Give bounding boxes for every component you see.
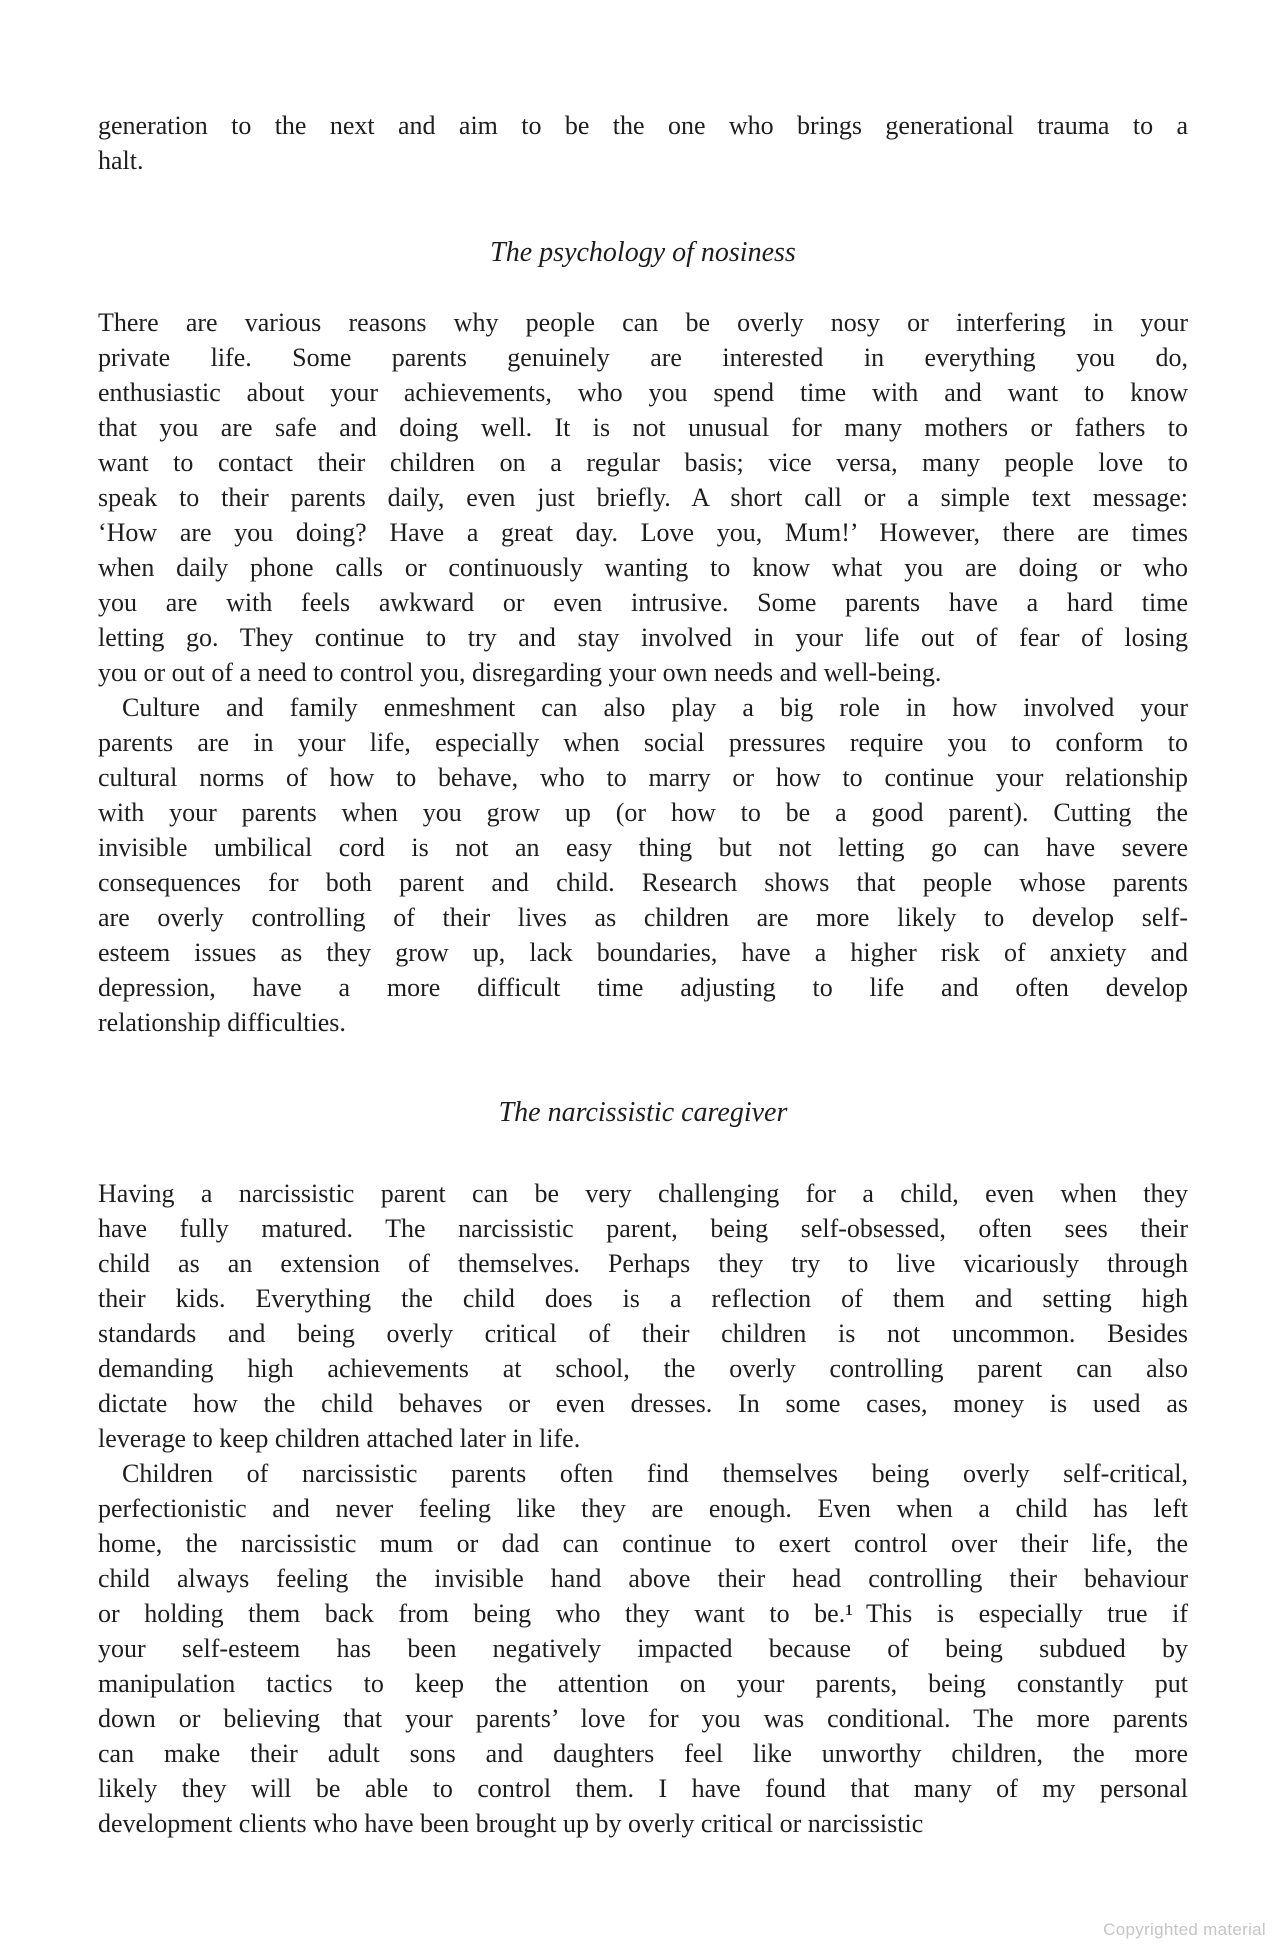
text-line: esteem issues as they grow up, lack boundaries, have a higher risk of anxiety and [98,938,1188,967]
text-line: child as an extension of themselves. Perhaps they try to live vicariously through [98,1249,1188,1278]
paragraph-culture-enmeshment [98,690,1188,1040]
book-page-text-column [98,108,1188,1841]
text-line: letting go. They continue to try and stay involved in your life out of fear of losing [98,623,1188,652]
text-line: standards and being overly critical of their children is not uncommon. Besides [98,1319,1188,1348]
text-line: want to contact their children on a regular basis; vice versa, many people love to [98,448,1188,477]
text-line: dictate how the child behaves or even dresses. In some cases, money is used as [98,1389,1188,1418]
text-line: invisible umbilical cord is not an easy thing but not letting go can have severe [98,833,1188,862]
text-line: when daily phone calls or continuously wanting to know what you are doing or who [98,553,1188,582]
text-line: your self-esteem has been negatively impacted because of being subdued by [98,1634,1188,1663]
text-line: child always feeling the invisible hand above their head controlling their behaviour [98,1564,1188,1593]
text-line: likely they will be able to control them. I have found that many of my personal [98,1774,1188,1803]
section-heading-narcissistic-caregiver: The narcissistic caregiver [498,1097,788,1128]
text-line: There are various reasons why people can be overly nosy or interfering in your [98,308,1188,337]
text-line: enthusiastic about your achievements, who you spend time with and want to know [98,378,1188,407]
text-line: their kids. Everything the child does is a reflection of them and setting high [98,1284,1188,1313]
text-line: down or believing that your parents’ love for you was conditional. The more parents [98,1704,1188,1733]
section-heading-psychology-of-nosiness: The psychology of nosiness [490,237,796,268]
paragraph-nosiness-reasons [98,305,1188,690]
text-line: ‘How are you doing? Have a great day. Love you, Mum!’ However, there are times [98,518,1188,547]
text-line: you or out of a need to control you, disregarding your own needs and well-being. [98,658,942,687]
text-line: Having a narcissistic parent can be very challenging for a child, even when they [98,1179,1188,1208]
text-line: Children of narcissistic parents often find themselves being overly self-critical, [122,1459,1188,1488]
text-line: Culture and family enmeshment can also play a big role in how involved your [122,693,1188,722]
text-line: have fully matured. The narcissistic parent, being self-obsessed, often sees their [98,1214,1188,1243]
paragraph-continuation-fragment [98,108,1188,178]
text-line: development clients who have been brought up by overly critical or narcissistic [98,1809,924,1838]
text-line: relationship difficulties. [98,1008,346,1037]
text-line: halt. [98,146,144,175]
text-line: that you are safe and doing well. It is not unusual for many mothers or fathers to [98,413,1188,442]
text-line: demanding high achievements at school, the overly controlling parent can also [98,1354,1188,1383]
text-line: speak to their parents daily, even just briefly. A short call or a simple text message: [98,483,1188,512]
text-line: consequences for both parent and child. Research shows that people whose parents [98,868,1188,897]
copyright-watermark-label: Copyrighted material [1103,1920,1266,1939]
text-line: manipulation tactics to keep the attention on your parents, being constantly put [98,1669,1188,1698]
text-line: depression, have a more difficult time adjusting to life and often develop [98,973,1188,1002]
text-line: private life. Some parents genuinely are interested in everything you do, [98,343,1188,372]
text-line: or holding them back from being who they want to be.¹ This is especially true if [98,1599,1188,1628]
text-line: with your parents when you grow up (or how to be a good parent). Cutting the [98,798,1188,827]
text-line: are overly controlling of their lives as children are more likely to develop self- [98,903,1188,932]
text-line: perfectionistic and never feeling like they are enough. Even when a child has left [98,1494,1188,1523]
text-line: home, the narcissistic mum or dad can continue to exert control over their life, the [98,1529,1188,1558]
text-line: you are with feels awkward or even intrusive. Some parents have a hard time [98,588,1188,617]
text-line: parents are in your life, especially when social pressures require you to conform to [98,728,1188,757]
text-line: generation to the next and aim to be the one who brings generational trauma to a [98,111,1188,140]
text-line: cultural norms of how to behave, who to marry or how to continue your relationship [98,763,1188,792]
text-line: can make their adult sons and daughters feel like unworthy children, the more [98,1739,1188,1768]
text-line: leverage to keep children attached later in life. [98,1424,581,1453]
paragraph-children-of-narcissists [98,1456,1188,1841]
paragraph-narcissistic-parent [98,1176,1188,1456]
